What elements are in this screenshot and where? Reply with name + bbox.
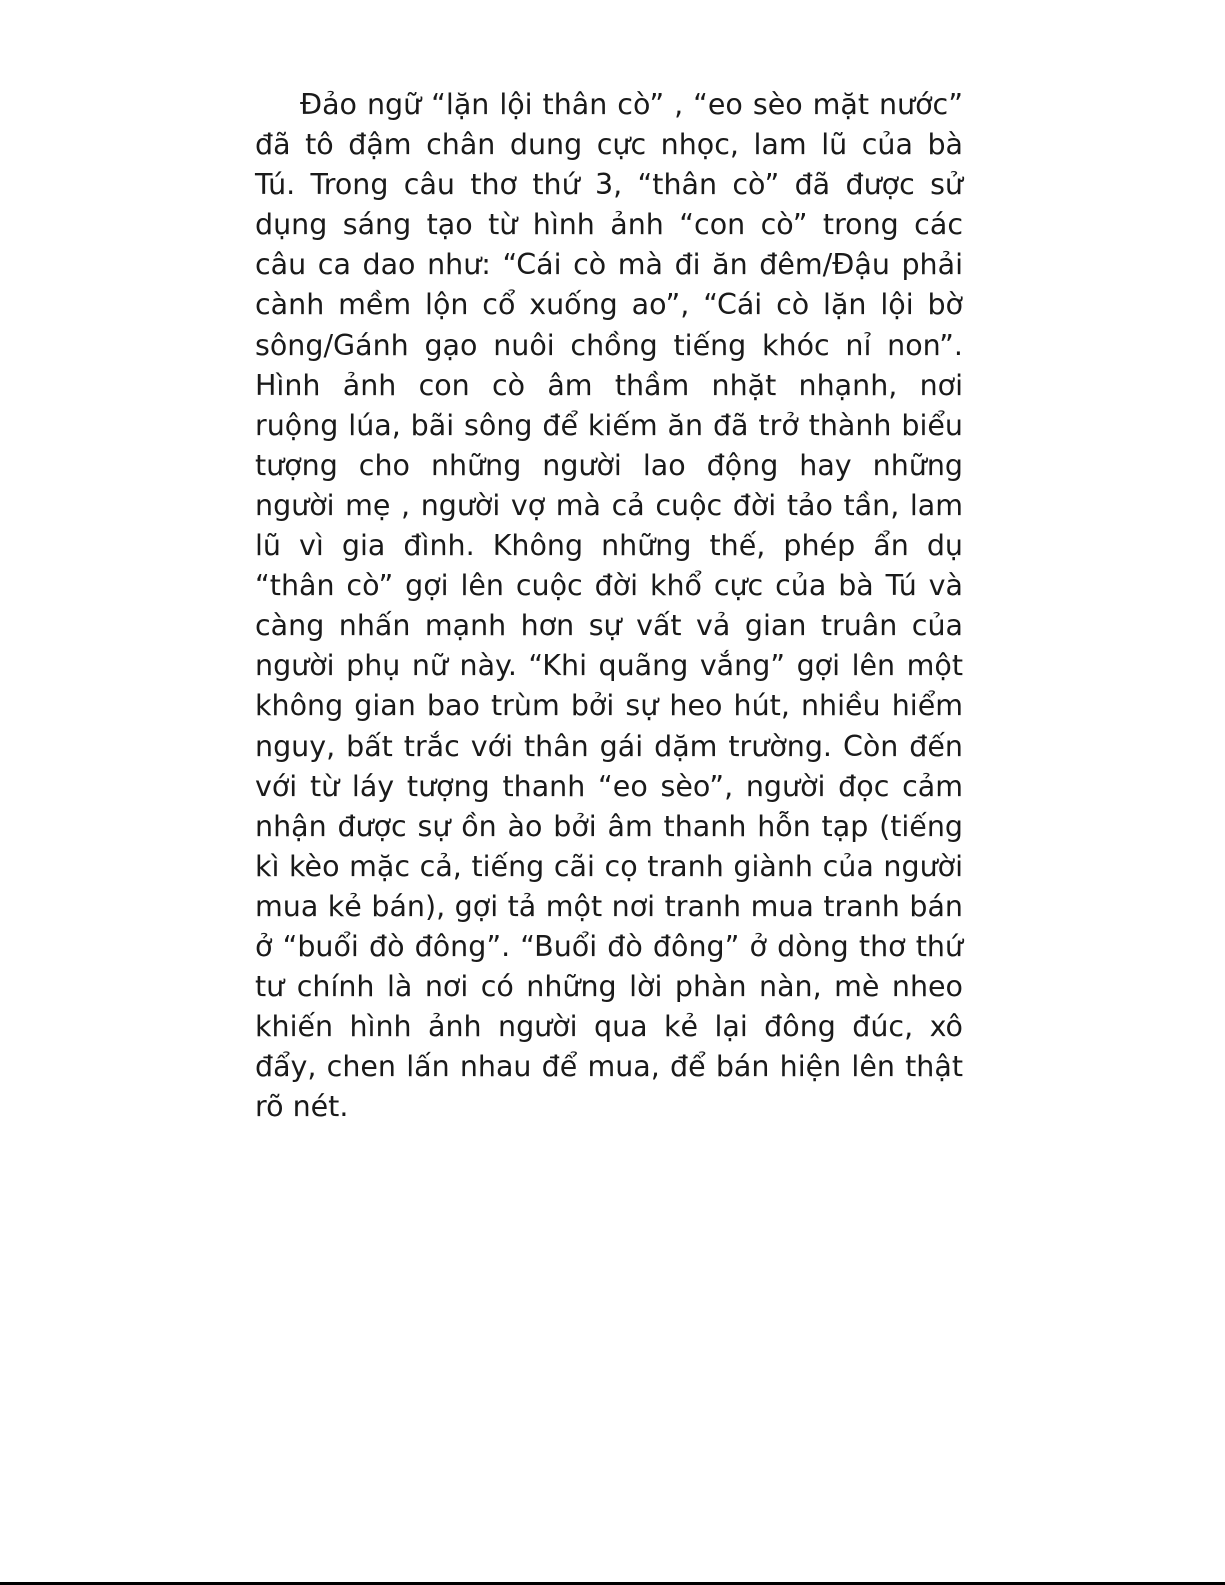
paragraph-line: càng nhấn mạnh hơn sự vất vả gian truân của bbox=[255, 609, 963, 643]
paragraph-line: khiến hình ảnh người qua kẻ lại đông đúc, xô bbox=[255, 1010, 963, 1044]
paragraph-line: không gian bao trùm bởi sự heo hút, nhiều hiểm bbox=[255, 689, 963, 723]
body-paragraph bbox=[255, 85, 963, 1127]
paragraph-line: đã tô đậm chân dung cực nhọc, lam lũ của bà bbox=[255, 128, 963, 162]
paragraph-line: người mẹ , người vợ mà cả cuộc đời tảo tần, lam bbox=[255, 488, 963, 522]
paragraph-line: cành mềm lộn cổ xuống ao”, “Cái cò lặn lội bờ bbox=[255, 288, 963, 322]
paragraph-line: tư chính là nơi có những lời phàn nàn, mè nheo bbox=[255, 970, 963, 1004]
paragraph-line: rõ nét. bbox=[255, 1090, 349, 1124]
paragraph-line: Đảo ngữ “lặn lội thân cò” , “eo sèo mặt nước” bbox=[300, 88, 963, 121]
paragraph-line: “thân cò” gợi lên cuộc đời khổ cực của bà Tú và bbox=[255, 569, 963, 603]
paragraph-line: ở “buổi đò đông”. “Buổi đò đông” ở dòng thơ thứ bbox=[255, 929, 963, 963]
paragraph-line: câu ca dao như: “Cái cò mà đi ăn đêm/Đậu phải bbox=[255, 248, 963, 282]
paragraph-line: nguy, bất trắc với thân gái dặm trường. Còn đến bbox=[255, 729, 963, 763]
paragraph-line: tượng cho những người lao động hay những bbox=[255, 448, 963, 482]
paragraph-line: dụng sáng tạo từ hình ảnh “con cò” trong các bbox=[255, 208, 963, 242]
paragraph-line: sông/Gánh gạo nuôi chồng tiếng khóc nỉ non”. bbox=[255, 328, 963, 362]
paragraph-line: ruộng lúa, bãi sông để kiếm ăn đã trở thành biểu bbox=[255, 408, 963, 442]
paragraph-line: người phụ nữ này. “Khi quãng vắng” gợi lên một bbox=[255, 649, 963, 683]
paragraph-line: mua kẻ bán), gợi tả một nơi tranh mua tranh bán bbox=[255, 889, 963, 923]
paragraph-line: Hình ảnh con cò âm thầm nhặt nhạnh, nơi bbox=[255, 368, 963, 402]
paragraph-line: với từ láy tượng thanh “eo sèo”, người đọc cảm bbox=[255, 769, 963, 803]
paragraph-line: lũ vì gia đình. Không những thế, phép ẩn dụ bbox=[255, 529, 963, 563]
paragraph-line: nhận được sự ồn ào bởi âm thanh hỗn tạp (tiếng bbox=[255, 809, 963, 843]
paragraph-line: Tú. Trong câu thơ thứ 3, “thân cò” đã được sử bbox=[255, 168, 963, 202]
paragraph-line: kì kèo mặc cả, tiếng cãi cọ tranh giành của người bbox=[255, 849, 963, 883]
paragraph-line: đẩy, chen lấn nhau để mua, để bán hiện lên thật bbox=[255, 1050, 963, 1084]
